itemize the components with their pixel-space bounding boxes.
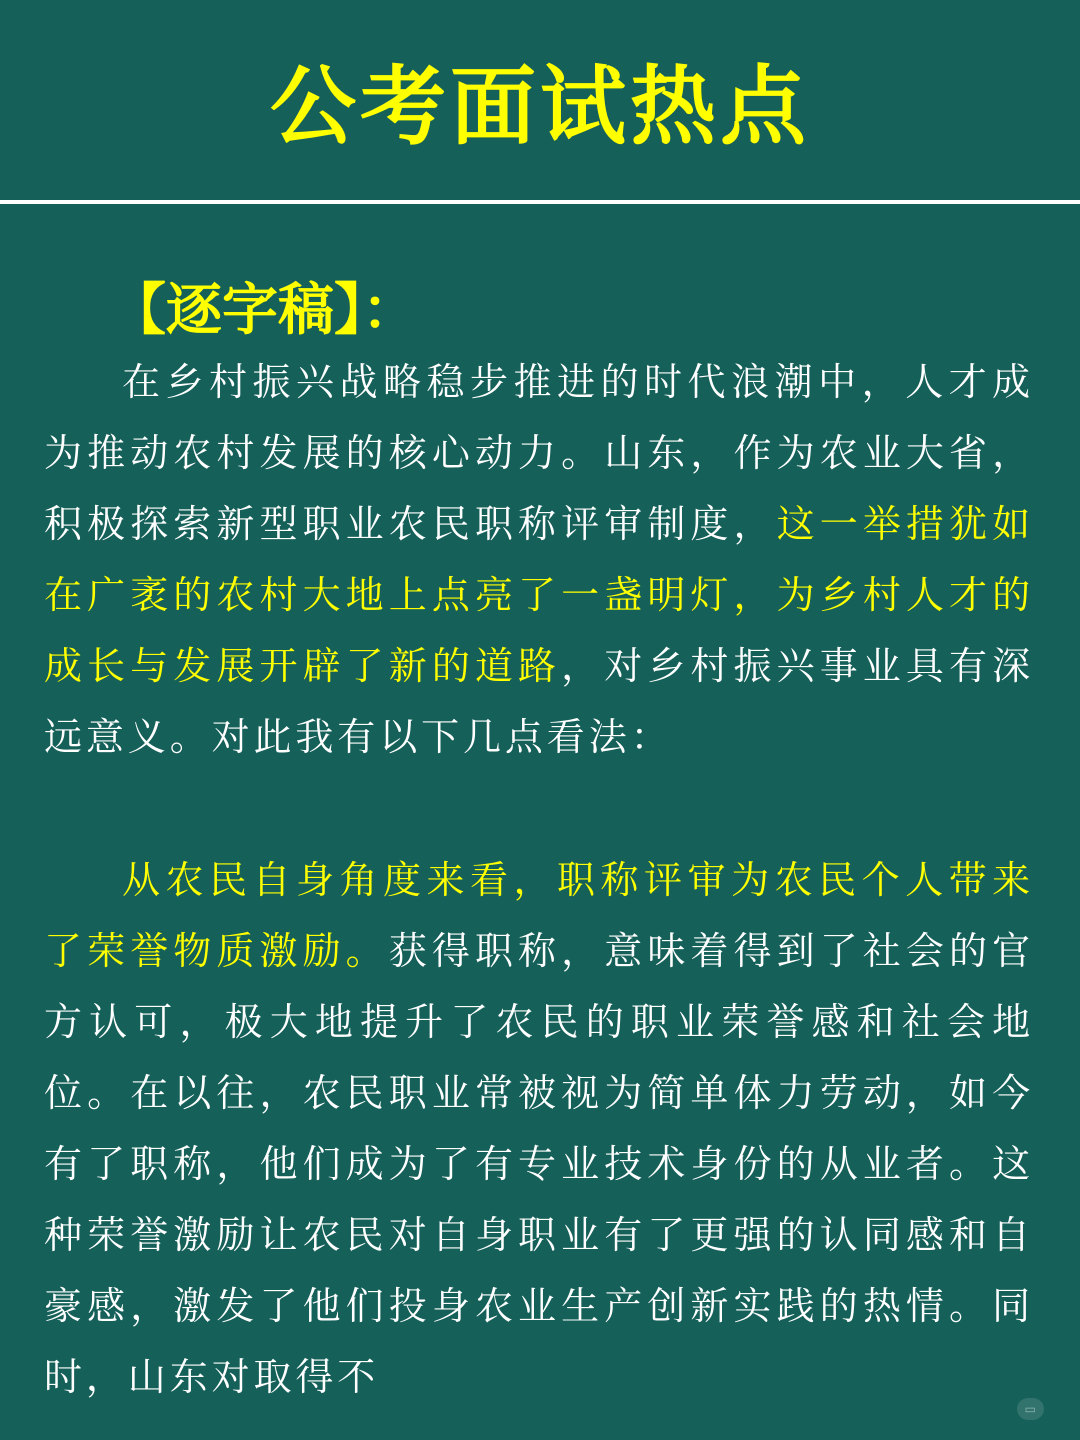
highlighted-text: 从农民自身角度来看，职称评审为农民个人带来了荣誉物质激励。 <box>44 858 1034 973</box>
highlighted-text: 这一举措犹如在广袤的农村大地上点亮了一盏明灯，为乡村人才的成长与发展开辟了新的道路 <box>44 502 1034 688</box>
paragraph-intro <box>44 347 1034 773</box>
text-segment: 获得职称，意味着得到了社会的官方认可，极大地提升了农民的职业荣誉感和社会地位。在以往，农民职业常被视为简单体力劳动，如今有了职称，他们成为了有专业技术身份的从业者。这种荣誉激励让农民对自身职业有了更强的认同感和自豪感，激发了他们投身农业生产创新实践的热情。同时，山东对取得不 <box>44 929 1034 1399</box>
section-label: 【逐字稿】： <box>110 278 418 343</box>
text-segment: 在乡村振兴战略稳步推进的时代浪潮中，人才成为推动农村发展的核心动力。山东，作为农业大省，积极探索新型职业农民职称评审制度， <box>44 360 1034 546</box>
paragraph-point-one <box>44 845 1034 1413</box>
text-segment: ，对乡村振兴事业具有深远意义。对此我有以下几点看法： <box>44 644 1034 759</box>
watermark-logo: ▭ <box>1017 1398 1044 1420</box>
title-divider <box>0 200 1080 204</box>
page-title: 公考面试热点 <box>270 57 810 157</box>
